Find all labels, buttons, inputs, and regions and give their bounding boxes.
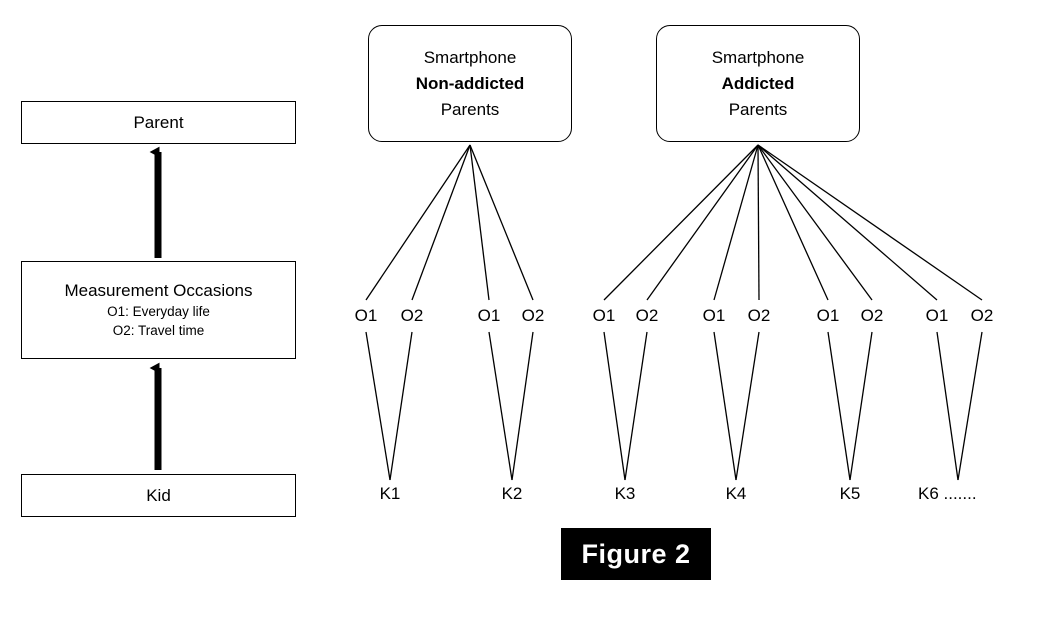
occasion-node-2: O2 xyxy=(400,306,424,325)
kid-node-1: K1 xyxy=(379,484,401,503)
legend-parent-box xyxy=(21,101,296,144)
figure-caption xyxy=(561,528,711,580)
occasion-node-8: O2 xyxy=(747,306,771,325)
occasion-node-12: O2 xyxy=(970,306,994,325)
kid-node-5: K5 xyxy=(839,484,861,503)
group-addicted-line1: Smartphone xyxy=(711,47,805,67)
legend-measurement-title: Measurement Occasions xyxy=(64,281,253,300)
group-addicted-line2: Addicted xyxy=(721,73,795,93)
occasion-node-3: O1 xyxy=(477,306,501,325)
legend-measurement-line2: O2: Travel time xyxy=(112,323,205,338)
kid-node-4: K4 xyxy=(725,484,747,503)
legend-kid-label: Kid xyxy=(146,485,171,505)
kid-node-6: K6 ....... xyxy=(918,484,977,503)
occasion-node-5: O1 xyxy=(592,306,616,325)
occasion-node-1: O1 xyxy=(354,306,378,325)
occasion-node-9: O1 xyxy=(816,306,840,325)
occasion-node-11: O1 xyxy=(925,306,949,325)
occasion-node-6: O2 xyxy=(635,306,659,325)
group-non-addicted-line3: Parents xyxy=(440,99,500,119)
occasion-node-7: O1 xyxy=(702,306,726,325)
kid-node-2: K2 xyxy=(501,484,523,503)
kid-node-3: K3 xyxy=(614,484,636,503)
legend-parent-label: Parent xyxy=(133,112,184,132)
group-box-non-addicted xyxy=(368,25,572,142)
legend-measurement-line1: O1: Everyday life xyxy=(107,304,210,319)
figure-caption-text: Figure 2 xyxy=(581,538,691,569)
occasion-node-4: O2 xyxy=(521,306,545,325)
legend-measurement-box xyxy=(21,261,296,359)
group-non-addicted-line2: Non-addicted xyxy=(415,73,525,93)
legend-kid-box xyxy=(21,474,296,517)
occasion-node-10: O2 xyxy=(860,306,884,325)
group-box-addicted xyxy=(656,25,860,142)
group-non-addicted-line1: Smartphone xyxy=(423,47,517,67)
group-addicted-line3: Parents xyxy=(728,99,788,119)
